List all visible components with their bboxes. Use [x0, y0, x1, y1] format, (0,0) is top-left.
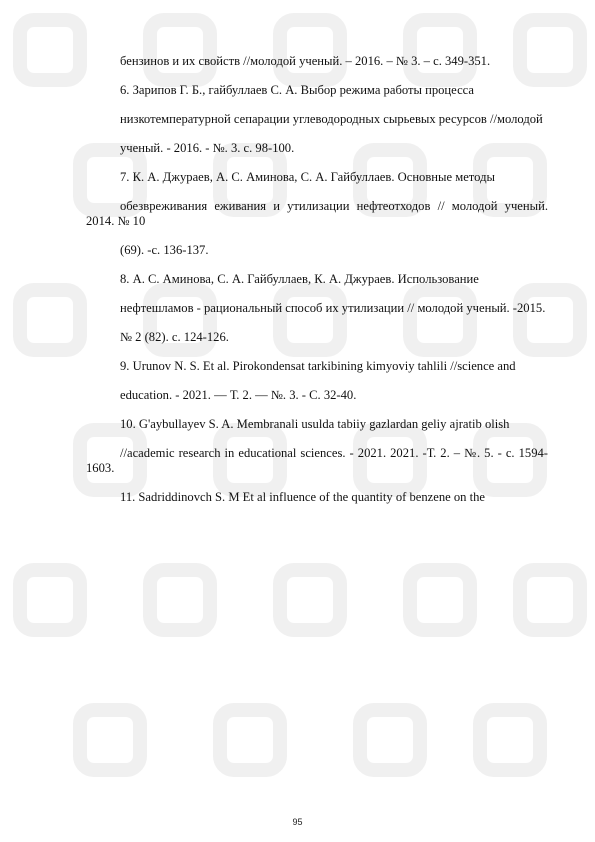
reference-line: ученый. - 2016. - №. 3. с. 98-100. — [120, 141, 295, 155]
reference-line: 9. Urunov N. S. Et al. Pirokondensat tarkibining kimyoviy tahlili //science and — [120, 359, 516, 373]
reference-line: 7. К. А. Джураев, А. С. Аминова, С. А. Гайбуллаев. Основные методы — [120, 170, 495, 184]
reference-line: //academic research in educational sciences. - 2021. 2021. -Т. 2. – №. 5. - с. 1594-1603. — [86, 446, 548, 475]
reference-line: (69). -с. 136-137. — [120, 243, 209, 257]
reference-line: education. - 2021. — Т. 2. — №. 3. - С. 32-40. — [120, 388, 357, 402]
reference-line: 6. Зарипов Г. Б., гайбуллаев С. А. Выбор режима работы процесса — [120, 83, 474, 97]
reference-line: 8. А. С. Аминова, С. А. Гайбуллаев, К. А. Джураев. Использование — [120, 272, 479, 286]
reference-line: 10. G'aybullayev S. A. Membranali usulda tabiiy gazlardan geliy ajratib olish — [120, 417, 510, 431]
page-number: 95 — [292, 817, 303, 827]
reference-line: № 2 (82). с. 124-126. — [120, 330, 229, 344]
document-body — [86, 54, 548, 519]
reference-line: 11. Sadriddinovch S. M Et al influence of the quantity of benzene on the — [120, 490, 486, 504]
reference-line: низкотемпературной сепарации углеводородных сырьевых ресурсов //молодой — [120, 112, 543, 126]
reference-line: нефтешламов - рациональный способ их утилизации // молодой ученый. -2015. — [120, 301, 546, 315]
reference-line: обезвреживания еживания и утилизации нефтеотходов // молодой ученый. 2014. № 10 — [86, 199, 548, 228]
reference-line: бензинов и их свойств //молодой ученый. – 2016. – № 3. – с. 349-351. — [120, 54, 491, 68]
